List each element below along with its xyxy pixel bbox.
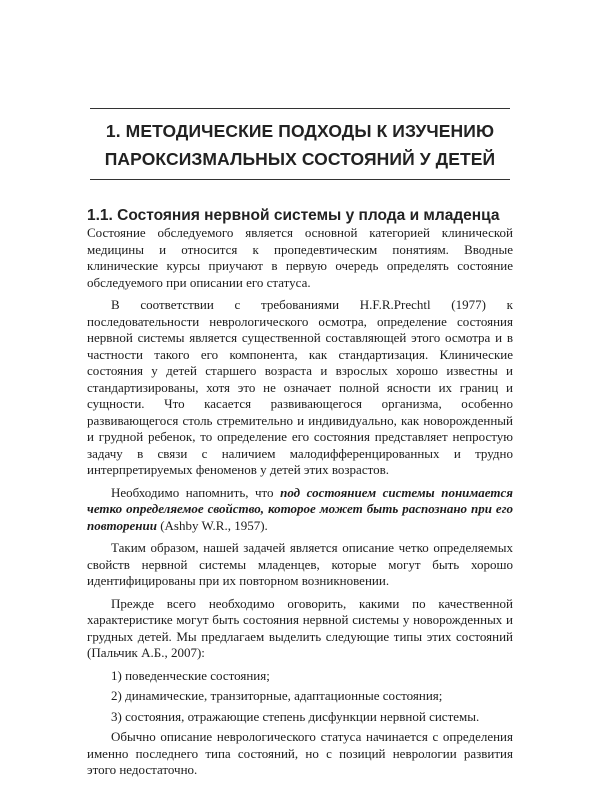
chapter-title-line1: 1. МЕТОДИЧЕСКИЕ ПОДХОДЫ К ИЗУЧЕНИЮ bbox=[105, 121, 495, 141]
paragraph-3 bbox=[87, 485, 513, 535]
body-text bbox=[87, 225, 513, 785]
paragraph-5: Прежде всего необходимо оговорить, какими по качественной характеристике могут быть состояния нервной системы у новорожденных и грудных детей. Мы предлагаем выделить следующие типы этих состояний (Пальчик А.Б., 2007): bbox=[87, 595, 513, 660]
list-item-1: 1) поведенческие состояния; bbox=[111, 667, 270, 683]
paragraph-4: Таким образом, нашей задачей является описание четко определяемых свойств нервной системы младенцев, которые могут быть хорошо идентифицированы при их повторном возникновении. bbox=[87, 540, 513, 588]
chapter-title-line2: ПАРОКСИЗМАЛЬНЫХ СОСТОЯНИЙ У ДЕТЕЙ bbox=[104, 149, 496, 169]
section-title: 1.1. Состояния нервной системы у плода и младенца bbox=[87, 207, 500, 224]
paragraph-2: В соответствии с требованиями H.F.R.Prechtl (1977) к последовательности неврологического осмотра, определение состояния нервной системы является существенной составляющей этого осмотра и в частности такого его компонента, как стандартизация. Клинические состояния у детей старшего возраста и взрослых хорошо известны и стандартизированы, хотя это не означает полной ясности их границ и сущности. Что касается развивающегося организма, особенно развивающегося столь стремительно и индивидуально, как новорожденный и грудной ребенок, то определение его состояния представляет непростую задачу в связи с наличием малодифференцированных и трудно интерпретируемых феноменов у детей этих возрастов. bbox=[87, 297, 513, 477]
chapter-top-rule bbox=[90, 108, 510, 109]
paragraph-3-end: (Ashby W.R., 1957). bbox=[156, 517, 268, 533]
paragraph-1: Состояние обследуемого является основной категорией клинической медицины и относится к пропедевтическим понятиям. Вводные клинические курсы приучают в первую очередь определять состояние обследуемого при описании его статуса. bbox=[87, 225, 513, 290]
list-item-2: 2) динамические, транзиторные, адаптационные состояния; bbox=[111, 688, 443, 703]
list-item-3: 3) состояния, отражающие степень дисфункции нервной системы. bbox=[111, 708, 480, 724]
paragraph-3-emphasis: под состоянием системы понимается четко определяемое свойство, которое может быть распознано при его повторении bbox=[87, 484, 513, 533]
paragraph-6: Обычно описание неврологического статуса начинается с определения именно последнего типа состояний, но с позиций неврологии развития этого недостаточно. bbox=[87, 729, 513, 777]
chapter-title bbox=[90, 117, 510, 173]
chapter-bottom-rule bbox=[90, 179, 510, 180]
paragraph-3-start: Необходимо напомнить, что bbox=[111, 484, 281, 500]
